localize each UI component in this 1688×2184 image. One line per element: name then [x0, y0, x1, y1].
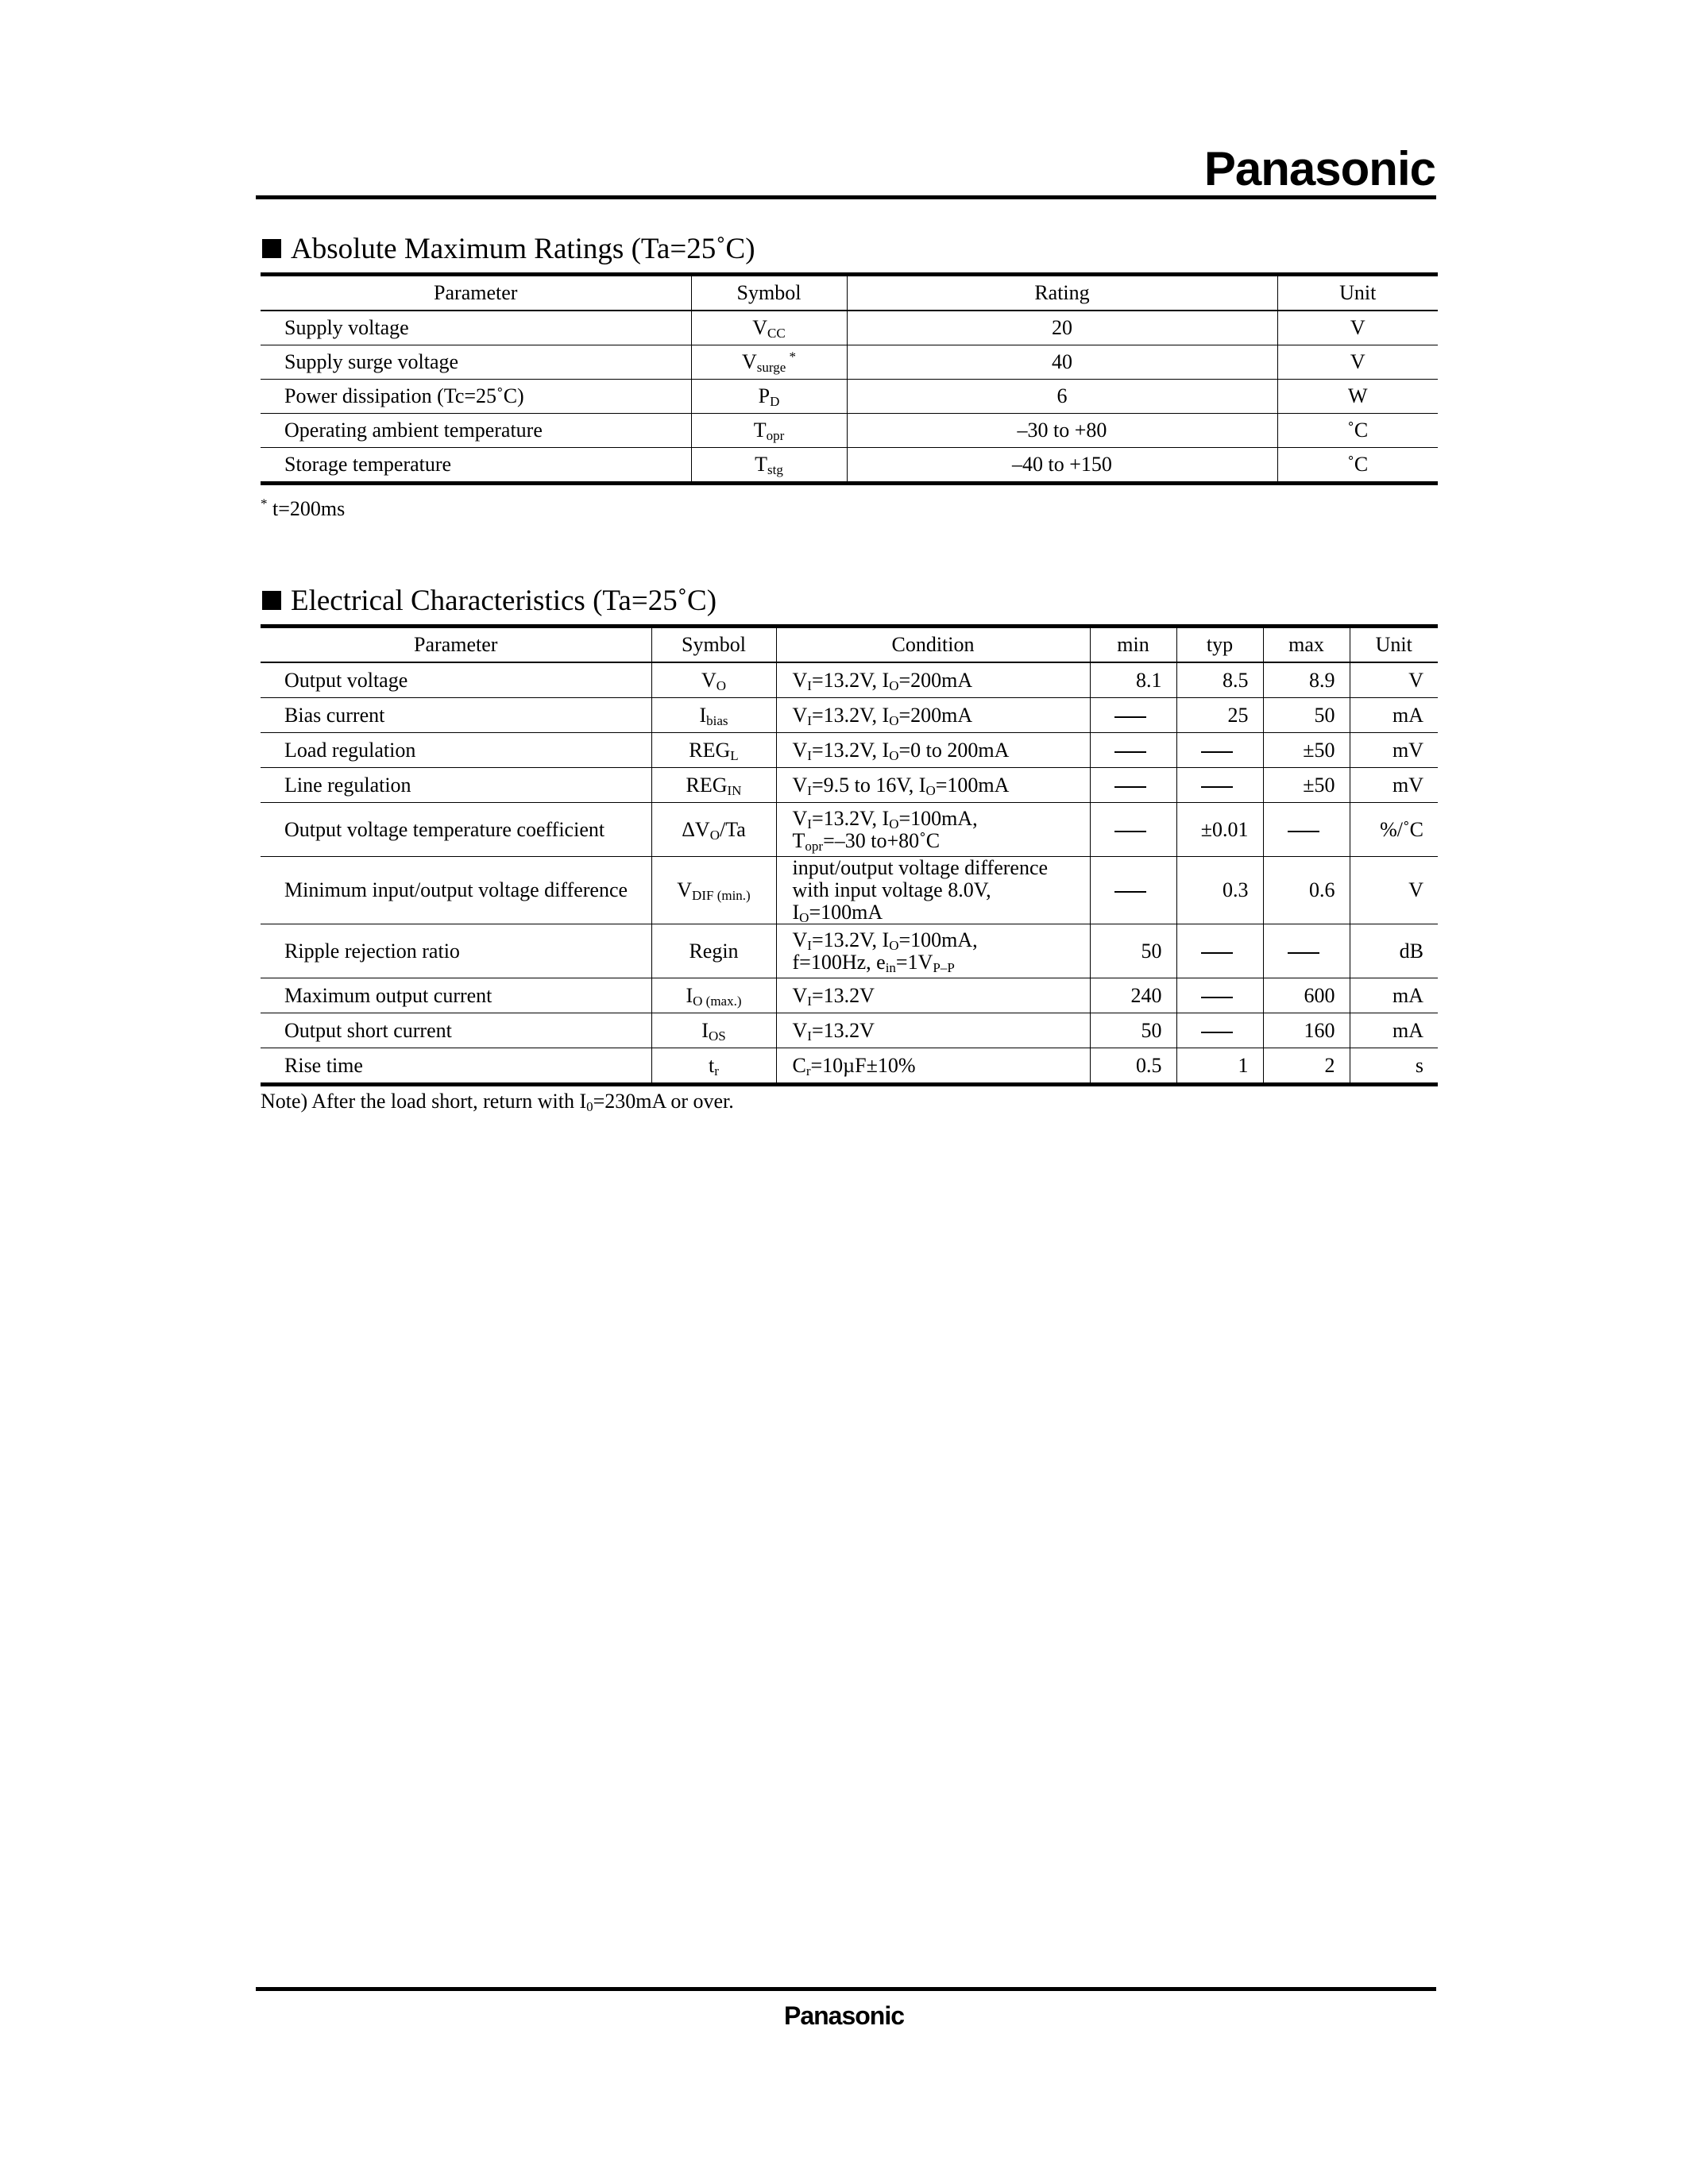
no-value-dash [1114, 786, 1146, 788]
symbol-subscript: CC [767, 326, 786, 341]
unit-cell: mV [1350, 768, 1438, 803]
table-row [261, 311, 1438, 345]
typ-cell: 1 [1176, 1048, 1263, 1085]
symbol-subscript: IN [727, 782, 742, 798]
symbol-superscript: * [786, 349, 797, 365]
min-cell [1090, 803, 1176, 857]
abs-col-header: Unit [1277, 275, 1438, 311]
max-cell: 8.9 [1263, 662, 1350, 698]
symbol-subscript: r [714, 1063, 719, 1078]
elec-col-header: Parameter [261, 627, 651, 663]
table-row [261, 768, 1438, 803]
condition-cell: input/output voltage difference with input voltage 8.0V, $I_O=100mA$ [776, 857, 1090, 924]
elec-header-row [261, 627, 1438, 663]
rating-cell: 6 [847, 380, 1277, 414]
symbol-text: P [758, 384, 771, 407]
unit-cell: mA [1350, 698, 1438, 733]
parameter-cell: Ripple rejection ratio [261, 924, 651, 978]
rating-cell: 40 [847, 345, 1277, 380]
no-value-dash [1201, 1032, 1233, 1033]
condition-cell: $C_r=10\mu F\pm 10\%$ [776, 1048, 1090, 1085]
symbol-text: T [753, 419, 767, 442]
unit-cell: ˚C [1277, 448, 1438, 484]
parameter-cell: Bias current [261, 698, 651, 733]
elec-char-table [261, 624, 1438, 1086]
symbol-text: V [752, 316, 768, 339]
max-cell: 160 [1263, 1013, 1350, 1048]
table-row [261, 1048, 1438, 1085]
symbol-subscript: O [716, 677, 727, 693]
symbol-text: t [709, 1053, 715, 1077]
abs-header-row [261, 275, 1438, 311]
unit-cell: mA [1350, 1013, 1438, 1048]
parameter-cell: Line regulation [261, 768, 651, 803]
symbol-cell [651, 662, 776, 698]
typ-cell: 0.3 [1176, 857, 1263, 924]
unit-cell: V [1277, 311, 1438, 345]
unit-cell: %/˚C [1350, 803, 1438, 857]
table-row [261, 733, 1438, 768]
symbol-cell [691, 345, 847, 380]
symbol-subscript: stg [767, 462, 783, 477]
symbol-text: REG [686, 773, 728, 797]
footnote-text: t=200ms [267, 497, 346, 520]
symbol-text: I [686, 983, 693, 1007]
symbol-subscript: bias [706, 712, 728, 728]
symbol-subscript: O [709, 827, 720, 843]
symbol-suffix: /Ta [719, 817, 746, 841]
abs-col-header: Rating [847, 275, 1277, 311]
condition-cell: $V_I=13.2V$ [776, 1013, 1090, 1048]
parameter-cell: Maximum output current [261, 978, 651, 1013]
elec-col-header: typ [1176, 627, 1263, 663]
unit-cell: mA [1350, 978, 1438, 1013]
max-cell: 50 [1263, 698, 1350, 733]
symbol-text: ΔV [682, 817, 710, 841]
elec-title-text: Electrical Characteristics (Ta=25˚C) [291, 585, 717, 617]
elec-col-header: max [1263, 627, 1350, 663]
condition-cell: $V_I=13.2V$ [776, 978, 1090, 1013]
table-row [261, 803, 1438, 857]
table-row [261, 698, 1438, 733]
abs-max-title [262, 232, 755, 266]
symbol-text: T [755, 453, 768, 476]
symbol-text: I [699, 703, 707, 727]
min-cell: 240 [1090, 978, 1176, 1013]
bullet-square-icon [262, 239, 281, 258]
no-value-dash [1201, 786, 1233, 788]
symbol-subscript: O (max.) [693, 993, 742, 1009]
typ-cell [1176, 978, 1263, 1013]
parameter-cell: Output short current [261, 1013, 651, 1048]
typ-cell [1176, 733, 1263, 768]
min-cell: 0.5 [1090, 1048, 1176, 1085]
table-row [261, 978, 1438, 1013]
rating-cell: –40 to +150 [847, 448, 1277, 484]
symbol-subscript: L [730, 747, 739, 763]
table-row [261, 345, 1438, 380]
max-cell: ±50 [1263, 768, 1350, 803]
abs-col-header: Parameter [261, 275, 691, 311]
condition-cell: $V_I=13.2V$, $I_O=100mA$, f=100Hz, $e_{in}=1V_{P-P}$ [776, 924, 1090, 978]
symbol-cell [691, 380, 847, 414]
symbol-cell [651, 924, 776, 978]
no-value-dash [1201, 952, 1233, 954]
max-cell: 2 [1263, 1048, 1350, 1085]
min-cell: 8.1 [1090, 662, 1176, 698]
unit-cell: s [1350, 1048, 1438, 1085]
symbol-subscript: surge [756, 360, 786, 375]
unit-cell: V [1350, 662, 1438, 698]
parameter-cell: Rise time [261, 1048, 651, 1085]
header-rule [256, 195, 1436, 199]
max-cell [1263, 924, 1350, 978]
symbol-cell [651, 978, 776, 1013]
elec-col-header: min [1090, 627, 1176, 663]
max-cell: 600 [1263, 978, 1350, 1013]
symbol-text: V [677, 878, 693, 901]
no-value-dash [1114, 831, 1146, 832]
symbol-cell [691, 414, 847, 448]
unit-cell: mV [1350, 733, 1438, 768]
max-cell: ±50 [1263, 733, 1350, 768]
min-cell [1090, 698, 1176, 733]
typ-cell: 25 [1176, 698, 1263, 733]
parameter-cell: Supply surge voltage [261, 345, 691, 380]
symbol-cell [651, 698, 776, 733]
min-cell [1090, 733, 1176, 768]
condition-cell: $V_I=13.2V$, $I_O=100mA$, $T_{opr}=-30$ to+80˚C [776, 803, 1090, 857]
symbol-cell [651, 803, 776, 857]
symbol-subscript: D [770, 394, 780, 409]
footer-rule [256, 1987, 1436, 1991]
parameter-cell: Supply voltage [261, 311, 691, 345]
elec-title [262, 584, 717, 618]
header-brand-logo: Panasonic [1203, 142, 1435, 195]
no-value-dash [1288, 952, 1319, 954]
table-row [261, 662, 1438, 698]
symbol-cell [651, 1048, 776, 1085]
symbol-cell [651, 733, 776, 768]
symbol-cell [691, 311, 847, 345]
table-row [261, 1013, 1438, 1048]
rating-cell: 20 [847, 311, 1277, 345]
min-cell: 50 [1090, 1013, 1176, 1048]
no-value-dash [1114, 891, 1146, 893]
typ-cell: ±0.01 [1176, 803, 1263, 857]
no-value-dash [1288, 831, 1319, 832]
parameter-cell: Output voltage [261, 662, 651, 698]
no-value-dash [1114, 716, 1146, 718]
condition-cell: $V_I=9.5$ to 16V, $I_O=100mA$ [776, 768, 1090, 803]
symbol-text: I [701, 1018, 709, 1042]
typ-cell: 8.5 [1176, 662, 1263, 698]
typ-cell [1176, 924, 1263, 978]
table-row [261, 924, 1438, 978]
rating-cell: –30 to +80 [847, 414, 1277, 448]
table-row [261, 448, 1438, 484]
symbol-subscript: opr [766, 428, 785, 443]
no-value-dash [1201, 997, 1233, 998]
elec-col-header: Unit [1350, 627, 1438, 663]
symbol-subscript: DIF (min.) [692, 888, 751, 903]
parameter-cell: Output voltage temperature coefficient [261, 803, 651, 857]
parameter-cell: Minimum input/output voltage difference [261, 857, 651, 924]
min-cell: 50 [1090, 924, 1176, 978]
abs-max-title-text: Absolute Maximum Ratings (Ta=25˚C) [291, 233, 755, 265]
unit-cell: V [1350, 857, 1438, 924]
abs-max-footnote [261, 497, 345, 521]
symbol-text: Regin [689, 939, 739, 963]
symbol-cell [651, 1013, 776, 1048]
unit-cell: W [1277, 380, 1438, 414]
symbol-text: REG [689, 738, 731, 762]
parameter-cell: Power dissipation (Tc=25˚C) [261, 380, 691, 414]
min-cell [1090, 768, 1176, 803]
parameter-cell: Operating ambient temperature [261, 414, 691, 448]
typ-cell [1176, 1013, 1263, 1048]
unit-cell: V [1277, 345, 1438, 380]
symbol-text: V [741, 350, 757, 373]
condition-cell: $V_I=13.2V$, $I_O=200mA$ [776, 698, 1090, 733]
table-row [261, 414, 1438, 448]
unit-cell: ˚C [1277, 414, 1438, 448]
parameter-cell: Load regulation [261, 733, 651, 768]
condition-cell: $V_I=13.2V$, $I_O=200mA$ [776, 662, 1090, 698]
symbol-cell [651, 857, 776, 924]
typ-cell [1176, 768, 1263, 803]
bullet-square-icon [262, 591, 281, 610]
symbol-cell [691, 448, 847, 484]
unit-cell: dB [1350, 924, 1438, 978]
no-value-dash [1114, 751, 1146, 753]
footnote-mark: * [261, 496, 268, 511]
abs-col-header: Symbol [691, 275, 847, 311]
elec-col-header: Symbol [651, 627, 776, 663]
abs-max-table [261, 272, 1438, 485]
table-row [261, 857, 1438, 924]
parameter-cell: Storage temperature [261, 448, 691, 484]
table-row [261, 380, 1438, 414]
symbol-subscript: OS [708, 1028, 726, 1044]
elec-col-header: Condition [776, 627, 1090, 663]
no-value-dash [1201, 751, 1233, 753]
condition-cell: $V_I=13.2V$, $I_O=0$ to 200mA [776, 733, 1090, 768]
min-cell [1090, 857, 1176, 924]
footer-brand-logo: Panasonic [783, 2001, 905, 2030]
max-cell [1263, 803, 1350, 857]
symbol-text: V [701, 668, 717, 692]
max-cell: 0.6 [1263, 857, 1350, 924]
elec-note: Note) After the load short, return with $I_0=230mA$ or over. [261, 1090, 734, 1114]
symbol-cell [651, 768, 776, 803]
